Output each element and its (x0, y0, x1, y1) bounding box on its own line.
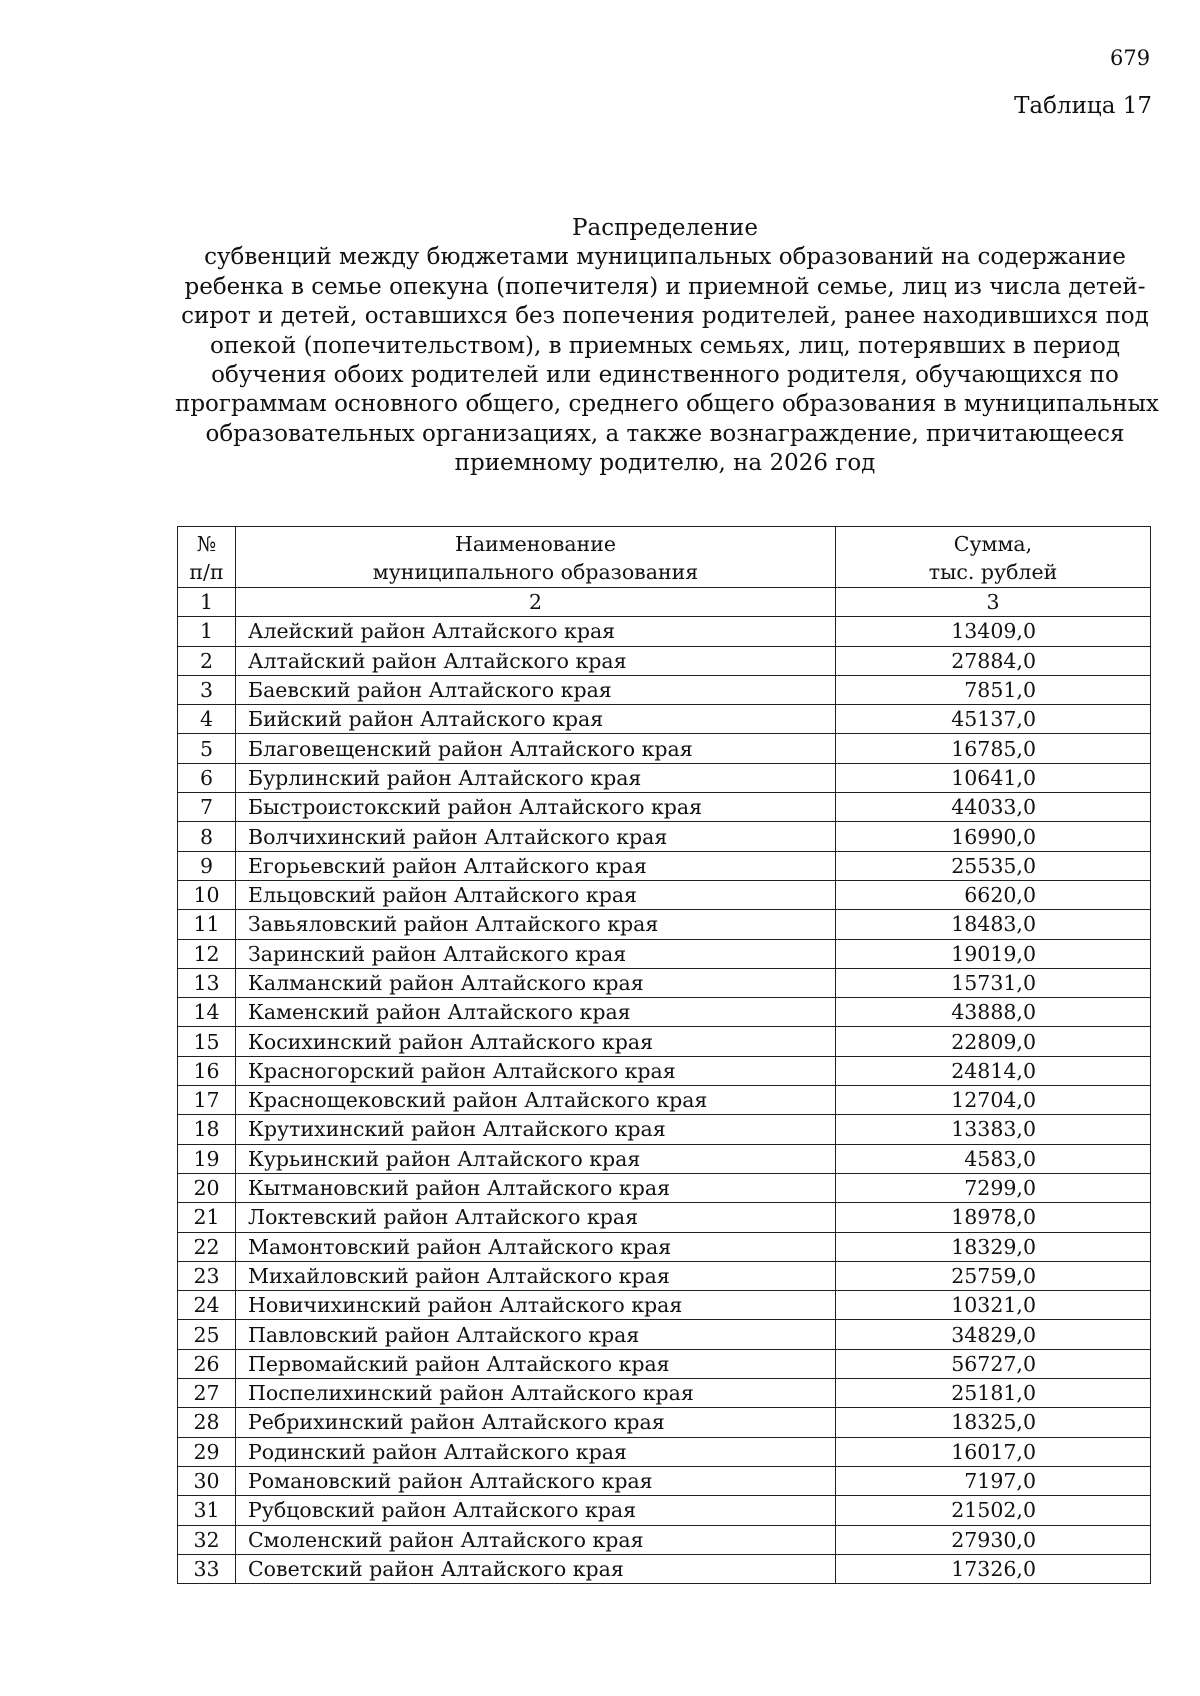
table-label: Таблица 17 (1014, 93, 1152, 119)
table-row (178, 968, 1151, 997)
row-number-cell: 3 (178, 675, 236, 704)
row-name-cell: Завьяловский район Алтайского края (236, 910, 836, 939)
row-name-cell: Локтевский район Алтайского края (236, 1203, 836, 1232)
table-row (178, 851, 1151, 880)
row-number-cell: 11 (178, 910, 236, 939)
table-row (178, 675, 1151, 704)
row-sum-cell: 12704,0 (836, 1086, 1151, 1115)
row-number-cell: 4 (178, 705, 236, 734)
header-sum-line1: Сумма, (953, 532, 1033, 556)
table-row (178, 1525, 1151, 1554)
header-sum-line2: тыс. рублей (928, 560, 1058, 584)
row-sum-cell: 43888,0 (836, 998, 1151, 1027)
table-row (178, 1379, 1151, 1408)
table-row (178, 646, 1151, 675)
row-number-cell: 10 (178, 880, 236, 909)
row-name-cell: Советский район Алтайского края (236, 1554, 836, 1583)
row-sum-cell: 18483,0 (836, 910, 1151, 939)
row-name-cell: Алейский район Алтайского края (236, 617, 836, 646)
table-row (178, 910, 1151, 939)
row-name-cell: Бийский район Алтайского края (236, 705, 836, 734)
row-name-cell: Заринский район Алтайского края (236, 939, 836, 968)
table-row (178, 1144, 1151, 1173)
row-number-cell: 2 (178, 646, 236, 675)
row-number-cell: 12 (178, 939, 236, 968)
row-name-cell: Волчихинский район Алтайского края (236, 822, 836, 851)
row-name-cell: Кытмановский район Алтайского края (236, 1173, 836, 1202)
table-row (178, 1408, 1151, 1437)
row-sum-cell: 24814,0 (836, 1056, 1151, 1085)
row-sum-cell: 18329,0 (836, 1232, 1151, 1261)
row-number-cell: 9 (178, 851, 236, 880)
table-row (178, 793, 1151, 822)
row-number-cell: 1 (178, 617, 236, 646)
table-row (178, 822, 1151, 851)
row-name-cell: Крутихинский район Алтайского края (236, 1115, 836, 1144)
row-number-cell: 32 (178, 1525, 236, 1554)
row-name-cell: Родинский район Алтайского края (236, 1437, 836, 1466)
header-name-line2: муниципального образования (372, 560, 699, 584)
row-name-cell: Калманский район Алтайского края (236, 968, 836, 997)
row-name-cell: Алтайский район Алтайского края (236, 646, 836, 675)
row-number-cell: 6 (178, 763, 236, 792)
row-number-cell: 25 (178, 1320, 236, 1349)
table-row (178, 939, 1151, 968)
table-row (178, 1349, 1151, 1378)
row-number-cell: 16 (178, 1056, 236, 1085)
row-sum-cell: 16017,0 (836, 1437, 1151, 1466)
table-row (178, 1554, 1151, 1583)
table-row (178, 1261, 1151, 1290)
row-name-cell: Романовский район Алтайского края (236, 1466, 836, 1495)
row-number-cell: 31 (178, 1496, 236, 1525)
row-sum-cell: 19019,0 (836, 939, 1151, 968)
row-sum-cell: 15731,0 (836, 968, 1151, 997)
row-name-cell: Курьинский район Алтайского края (236, 1144, 836, 1173)
row-number-cell: 29 (178, 1437, 236, 1466)
row-number-cell: 21 (178, 1203, 236, 1232)
row-number-cell: 13 (178, 968, 236, 997)
row-number-cell: 23 (178, 1261, 236, 1290)
header-sum (836, 527, 1151, 588)
row-sum-cell: 10641,0 (836, 763, 1151, 792)
row-name-cell: Быстроистокский район Алтайского края (236, 793, 836, 822)
table-row (178, 763, 1151, 792)
row-name-cell: Ельцовский район Алтайского края (236, 880, 836, 909)
row-sum-cell: 21502,0 (836, 1496, 1151, 1525)
table-row (178, 1320, 1151, 1349)
row-number-cell: 27 (178, 1379, 236, 1408)
row-number-cell: 30 (178, 1466, 236, 1495)
table-row (178, 1173, 1151, 1202)
row-sum-cell: 27884,0 (836, 646, 1151, 675)
row-number-cell: 26 (178, 1349, 236, 1378)
column-index-row (178, 588, 1151, 617)
table-row (178, 1056, 1151, 1085)
row-name-cell: Смоленский район Алтайского края (236, 1525, 836, 1554)
row-number-cell: 5 (178, 734, 236, 763)
title-line: сирот и детей, оставшихся без попечения родителей, ранее находившихся под (181, 303, 1149, 330)
row-sum-cell: 25759,0 (836, 1261, 1151, 1290)
title-line: образовательных организациях, а также вознаграждение, причитающееся (205, 420, 1125, 447)
header-number-line2: п/п (189, 560, 224, 584)
row-sum-cell: 7851,0 (836, 675, 1151, 704)
row-sum-cell: 16990,0 (836, 822, 1151, 851)
header-number (178, 527, 236, 588)
distribution-table (177, 526, 1151, 1584)
row-sum-cell: 6620,0 (836, 880, 1151, 909)
row-name-cell: Ребрихинский район Алтайского края (236, 1408, 836, 1437)
column-index-cell: 2 (236, 588, 836, 617)
table-row (178, 1203, 1151, 1232)
row-name-cell: Егорьевский район Алтайского края (236, 851, 836, 880)
table-row (178, 1115, 1151, 1144)
row-name-cell: Новичихинский район Алтайского края (236, 1291, 836, 1320)
row-name-cell: Краснощековский район Алтайского края (236, 1086, 836, 1115)
row-sum-cell: 4583,0 (836, 1144, 1151, 1173)
row-number-cell: 14 (178, 998, 236, 1027)
row-name-cell: Поспелихинский район Алтайского края (236, 1379, 836, 1408)
table-row (178, 705, 1151, 734)
title-line: Распределение (572, 215, 758, 241)
table-row (178, 998, 1151, 1027)
title-line: приемному родителю, на 2026 год (454, 450, 876, 477)
row-number-cell: 20 (178, 1173, 236, 1202)
row-number-cell: 33 (178, 1554, 236, 1583)
row-name-cell: Косихинский район Алтайского края (236, 1027, 836, 1056)
document-title (175, 214, 1159, 479)
table-row (178, 1437, 1151, 1466)
table-row (178, 1466, 1151, 1495)
row-sum-cell: 13409,0 (836, 617, 1151, 646)
row-sum-cell: 27930,0 (836, 1525, 1151, 1554)
table-row (178, 1232, 1151, 1261)
row-sum-cell: 7197,0 (836, 1466, 1151, 1495)
table-row (178, 1291, 1151, 1320)
row-sum-cell: 18978,0 (836, 1203, 1151, 1232)
row-sum-cell: 25181,0 (836, 1379, 1151, 1408)
row-number-cell: 15 (178, 1027, 236, 1056)
table-row (178, 880, 1151, 909)
table-header-row (178, 527, 1151, 588)
header-number-line1: № (196, 532, 217, 556)
row-sum-cell: 18325,0 (836, 1408, 1151, 1437)
column-index-cell: 3 (836, 588, 1151, 617)
row-name-cell: Первомайский район Алтайского края (236, 1349, 836, 1378)
table-row (178, 1027, 1151, 1056)
row-sum-cell: 13383,0 (836, 1115, 1151, 1144)
title-line: субвенций между бюджетами муниципальных образований на содержание (204, 244, 1126, 271)
table-row (178, 734, 1151, 763)
row-number-cell: 22 (178, 1232, 236, 1261)
table-row (178, 617, 1151, 646)
row-number-cell: 18 (178, 1115, 236, 1144)
row-name-cell: Рубцовский район Алтайского края (236, 1496, 836, 1525)
table-row (178, 1086, 1151, 1115)
row-sum-cell: 56727,0 (836, 1349, 1151, 1378)
row-name-cell: Мамонтовский район Алтайского края (236, 1232, 836, 1261)
row-name-cell: Каменский район Алтайского края (236, 998, 836, 1027)
row-number-cell: 28 (178, 1408, 236, 1437)
row-sum-cell: 34829,0 (836, 1320, 1151, 1349)
row-sum-cell: 7299,0 (836, 1173, 1151, 1202)
table-row (178, 1496, 1151, 1525)
row-name-cell: Благовещенский район Алтайского края (236, 734, 836, 763)
row-number-cell: 8 (178, 822, 236, 851)
title-line: опекой (попечительством), в приемных семьях, лиц, потерявших в период (209, 332, 1120, 359)
row-name-cell: Бурлинский район Алтайского края (236, 763, 836, 792)
row-name-cell: Михайловский район Алтайского края (236, 1261, 836, 1290)
row-number-cell: 24 (178, 1291, 236, 1320)
row-sum-cell: 10321,0 (836, 1291, 1151, 1320)
header-name (236, 527, 836, 588)
column-index-cell: 1 (178, 588, 236, 617)
title-line: ребенка в семье опекуна (попечителя) и приемной семье, лиц из числа детей- (184, 273, 1146, 300)
row-number-cell: 19 (178, 1144, 236, 1173)
row-sum-cell: 44033,0 (836, 793, 1151, 822)
row-number-cell: 17 (178, 1086, 236, 1115)
row-sum-cell: 22809,0 (836, 1027, 1151, 1056)
page-number: 679 (1110, 46, 1151, 70)
header-name-line1: Наименование (454, 532, 617, 556)
row-sum-cell: 17326,0 (836, 1554, 1151, 1583)
row-sum-cell: 16785,0 (836, 734, 1151, 763)
title-line: обучения обоих родителей или единственного родителя, обучающихся по (211, 362, 1119, 389)
row-sum-cell: 45137,0 (836, 705, 1151, 734)
row-name-cell: Павловский район Алтайского края (236, 1320, 836, 1349)
row-number-cell: 7 (178, 793, 236, 822)
title-line: программам основного общего, среднего общего образования в муниципальных (175, 391, 1159, 418)
row-name-cell: Баевский район Алтайского края (236, 675, 836, 704)
row-sum-cell: 25535,0 (836, 851, 1151, 880)
row-name-cell: Красногорский район Алтайского края (236, 1056, 836, 1085)
